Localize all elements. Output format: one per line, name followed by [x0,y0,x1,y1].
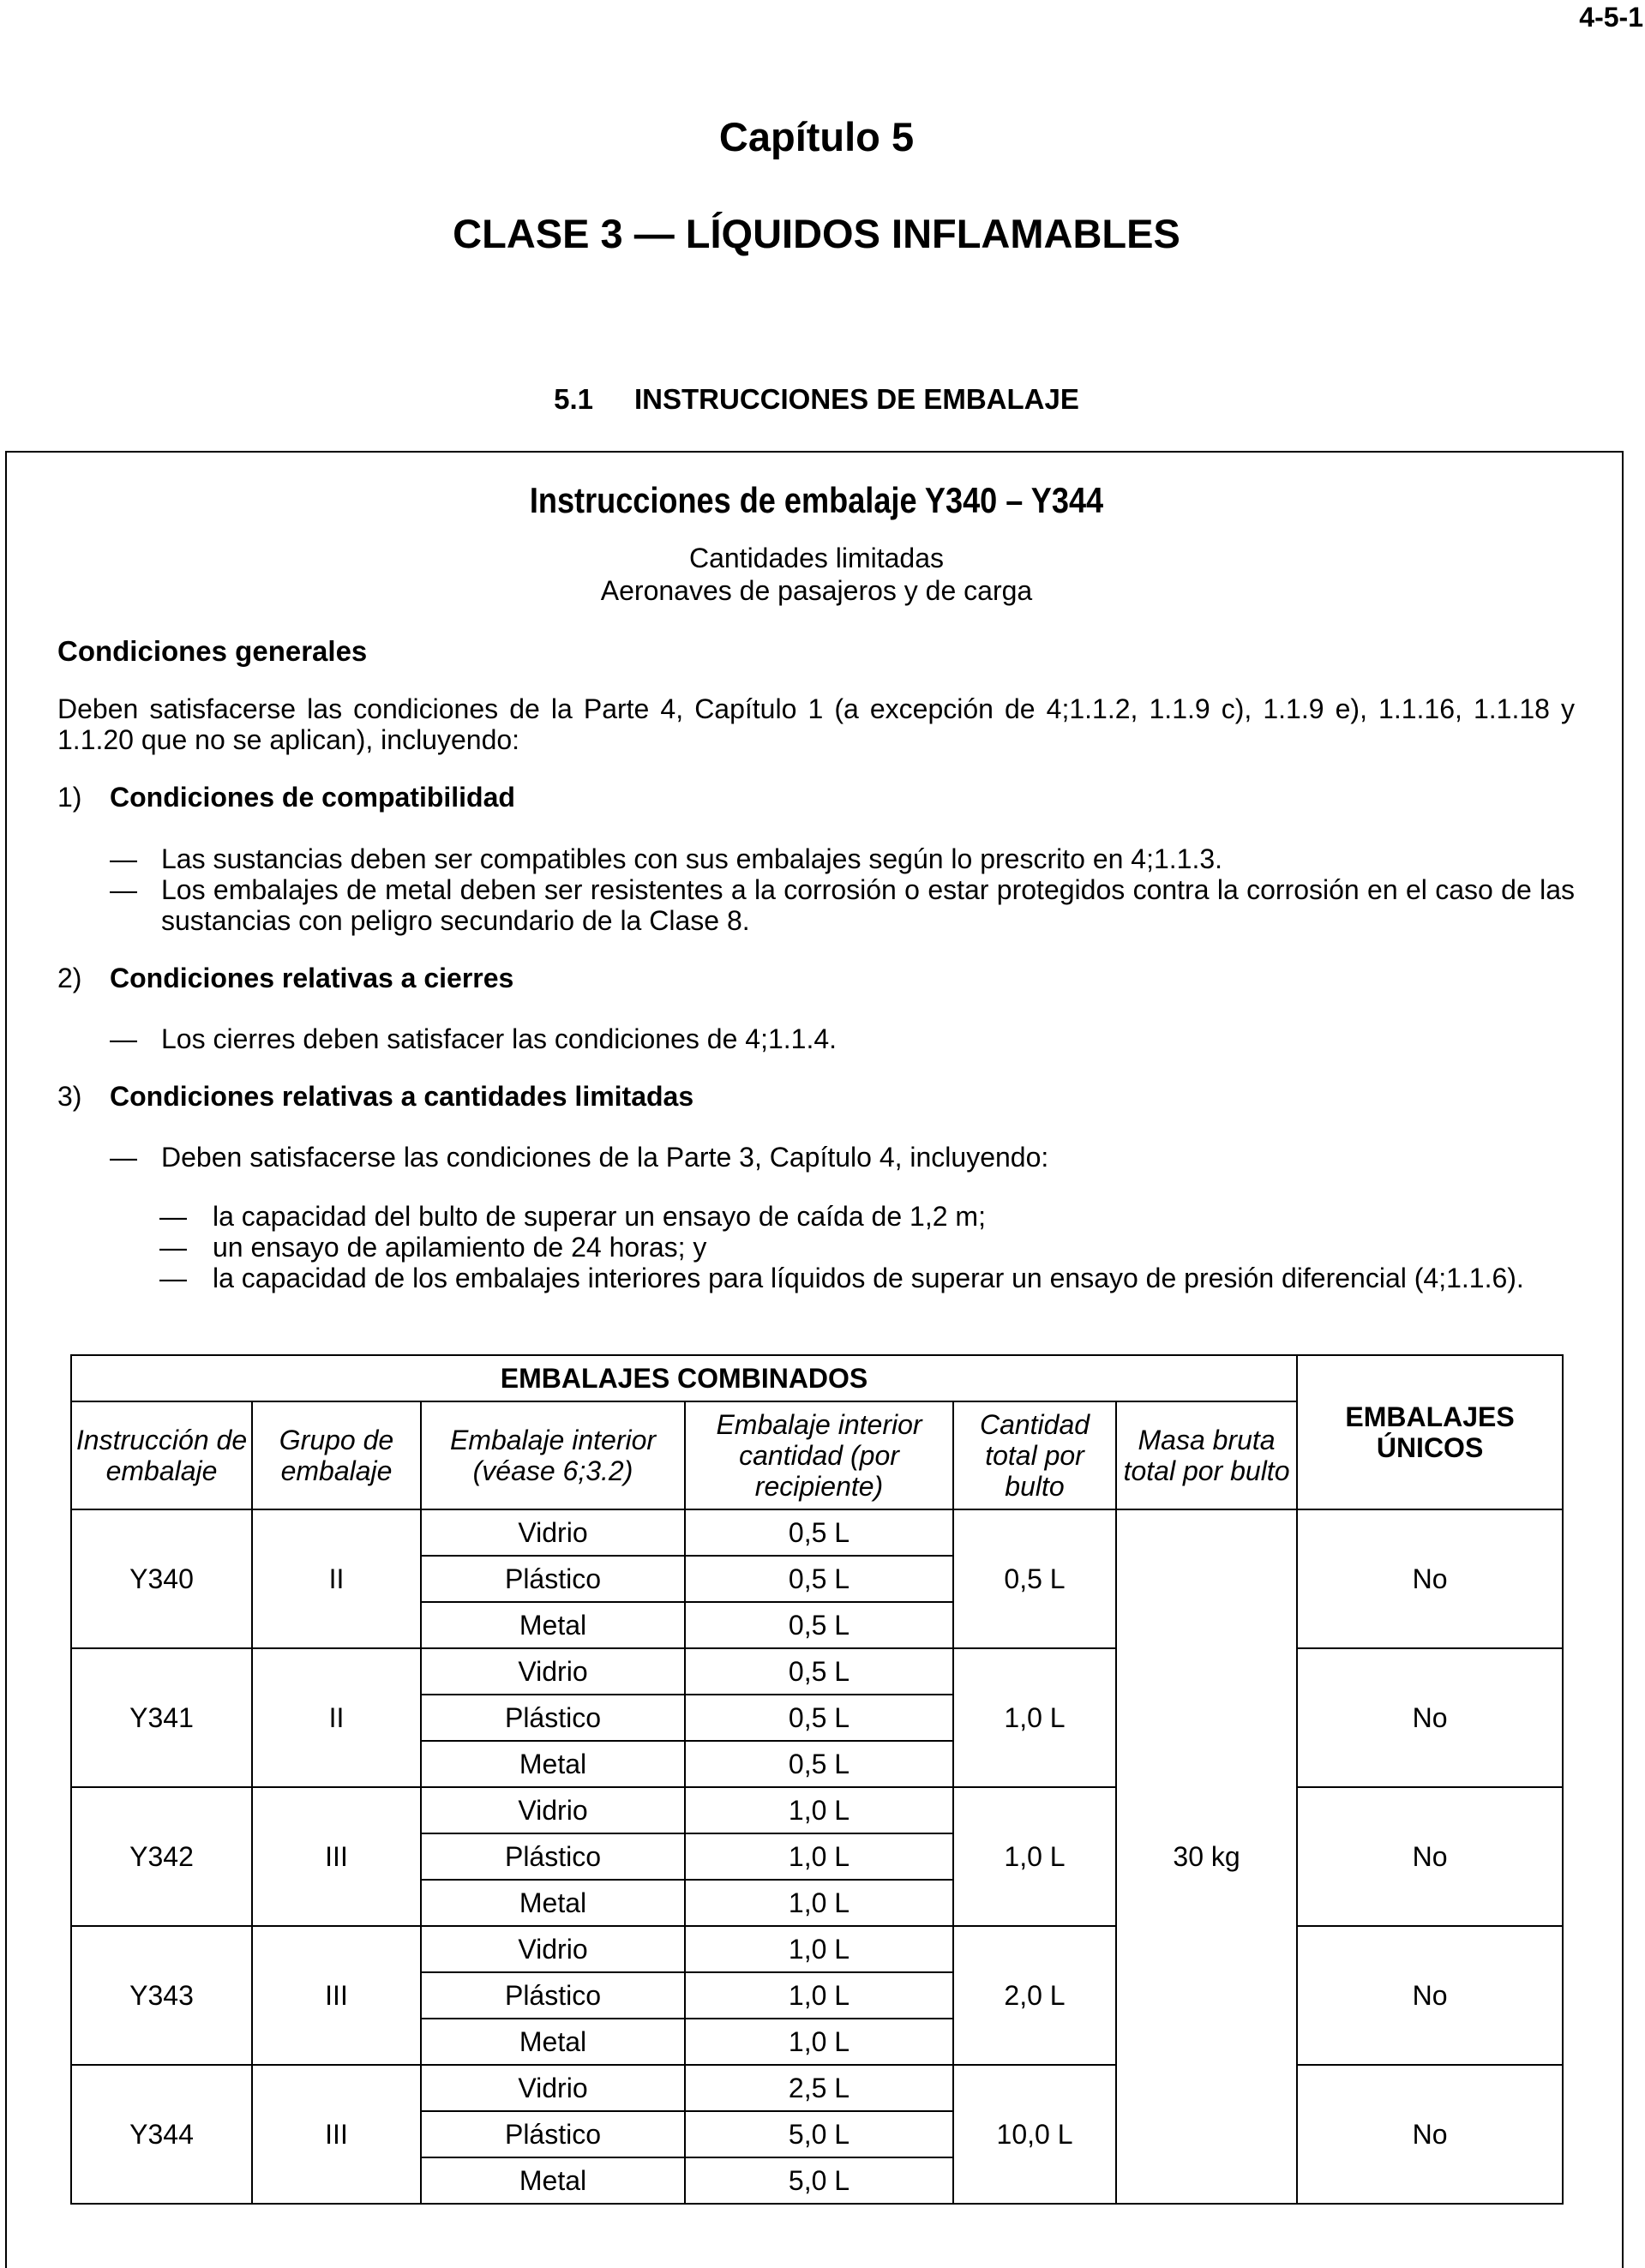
total-quantity-cell: 2,0 L [953,1926,1116,2065]
single-packaging-cell: No [1297,2065,1563,2204]
packaging-table [70,1354,1564,2205]
inner-quantity-cell: 1,0 L [685,1972,953,2019]
section-title-text: INSTRUCCIONES DE EMBALAJE [633,383,1079,415]
single-packagings-header-text: EMBALAJES ÚNICOS [1345,1401,1515,1463]
inner-quantity-cell: 1,0 L [685,1926,953,1972]
inner-material-cell: Vidrio [421,1926,685,1972]
single-packaging-cell: No [1297,1926,1563,2065]
inner-quantity-cell: 1,0 L [685,1833,953,1880]
packing-group-cell: III [252,1787,421,1926]
inner-material-cell: Metal [421,2157,685,2204]
condition-number: 1) [57,782,82,813]
single-packaging-cell: No [1297,1509,1563,1648]
subitem-text: un ensayo de apilamiento de 24 horas; y [213,1232,707,1263]
inner-material-cell: Vidrio [421,1648,685,1695]
inner-material-cell: Plástico [421,1556,685,1602]
single-packagings-header [1297,1355,1563,1509]
inner-quantity-cell: 0,5 L [685,1509,953,1556]
subitem-text: la capacidad de los embalajes interiores para líquidos de superar un ensayo de presión diferencial (4;1.1.6). [213,1263,1524,1293]
section-title [0,383,1633,416]
instruction-cell: Y343 [71,1926,252,2065]
col-header-inner-packaging: Embalaje interior (véase 6;3.2) [421,1401,685,1509]
col-header-packing-group: Grupo de embalaje [252,1401,421,1509]
packing-group-cell: III [252,1926,421,2065]
box-title: Instrucciones de embalaje Y340 – Y344 [529,480,1104,520]
page-number: 4-5-1 [1579,2,1643,33]
inner-quantity-cell: 5,0 L [685,2111,953,2157]
condition-3-subitem-2 [159,1232,1575,1263]
condition-number: 3) [57,1081,82,1112]
total-quantity-cell: 1,0 L [953,1787,1116,1926]
dash-bullet: — [159,1201,187,1232]
table-row [71,1787,1563,1833]
condition-2-item-1 [110,1023,1575,1054]
table-row [71,1509,1563,1556]
condition-title: Condiciones relativas a cierres [110,963,514,993]
instruction-cell: Y342 [71,1787,252,1926]
box-subtitle-aircraft: Aeronaves de pasajeros y de carga [600,575,1033,606]
section-number: 5.1 [554,383,593,415]
condition-title: Condiciones relativas a cantidades limitadas [110,1081,694,1112]
dash-bullet: — [110,843,137,874]
inner-material-cell: Vidrio [421,2065,685,2111]
condition-3-subitem-1 [159,1201,1575,1232]
packing-group-cell: III [252,2065,421,2204]
total-quantity-cell: 10,0 L [953,2065,1116,2204]
col-header-total-quantity: Cantidad total por bulto [953,1401,1116,1509]
instruction-cell: Y340 [71,1509,252,1648]
total-quantity-cell: 1,0 L [953,1648,1116,1787]
packing-group-cell: II [252,1509,421,1648]
chapter-title: Capítulo 5 [718,114,915,159]
col-header-instruction: Instrucción de embalaje [71,1401,252,1509]
packing-group-cell: II [252,1648,421,1787]
gross-mass-cell: 30 kg [1116,1509,1297,2204]
item-text: Los cierres deben satisfacer las condiciones de 4;1.1.4. [161,1023,838,1054]
combined-packagings-header: EMBALAJES COMBINADOS [71,1355,1297,1401]
inner-material-cell: Vidrio [421,1787,685,1833]
inner-material-cell: Vidrio [421,1509,685,1556]
instruction-cell: Y344 [71,2065,252,2204]
inner-material-cell: Plástico [421,1695,685,1741]
inner-material-cell: Metal [421,1880,685,1926]
condition-number: 2) [57,963,82,993]
inner-quantity-cell: 0,5 L [685,1741,953,1787]
condition-1-item-2 [110,874,1575,936]
item-text: Las sustancias deben ser compatibles con sus embalajes según lo prescrito en 4;1.1.3. [161,843,1223,874]
single-packaging-cell: No [1297,1787,1563,1926]
class-title: CLASE 3 — LÍQUIDOS INFLAMABLES [453,211,1180,256]
inner-quantity-cell: 1,0 L [685,1880,953,1926]
dash-bullet: — [110,874,137,905]
dash-bullet: — [159,1232,187,1263]
inner-quantity-cell: 0,5 L [685,1695,953,1741]
condition-2-heading [57,963,513,994]
single-packaging-cell: No [1297,1648,1563,1787]
general-conditions-heading: Condiciones generales [57,635,368,667]
condition-3-item-1 [110,1142,1575,1173]
dash-bullet: — [159,1263,187,1293]
table-row [71,2065,1563,2111]
inner-quantity-cell: 5,0 L [685,2157,953,2204]
inner-material-cell: Metal [421,1602,685,1648]
intro-paragraph: Deben satisfacerse las condiciones de la Parte 4, Capítulo 1 (a excepción de 4;1.1.2, 1.1.9 c), 1.1.9 e), 1.1.16, 1.1.18 y 1.1.20 que no se aplican), incluyendo: [57,693,1575,755]
inner-material-cell: Plástico [421,1833,685,1880]
inner-material-cell: Metal [421,1741,685,1787]
inner-quantity-cell: 1,0 L [685,2019,953,2065]
inner-material-cell: Plástico [421,2111,685,2157]
inner-material-cell: Metal [421,2019,685,2065]
instruction-cell: Y341 [71,1648,252,1787]
inner-quantity-cell: 1,0 L [685,1787,953,1833]
box-subtitle-limited-quantities: Cantidades limitadas [688,543,945,573]
table-row [71,1926,1563,1972]
col-header-inner-quantity: Embalaje interior cantidad (por recipiente) [685,1401,953,1509]
item-text: Deben satisfacerse las condiciones de la Parte 3, Capítulo 4, incluyendo: [161,1142,1049,1173]
condition-3-heading [57,1081,693,1113]
col-header-gross-mass: Masa bruta total por bulto [1116,1401,1297,1509]
inner-quantity-cell: 0,5 L [685,1556,953,1602]
inner-material-cell: Plástico [421,1972,685,2019]
total-quantity-cell: 0,5 L [953,1509,1116,1648]
table-row [71,1648,1563,1695]
subitem-text: la capacidad del bulto de superar un ensayo de caída de 1,2 m; [213,1201,986,1232]
condition-title: Condiciones de compatibilidad [110,782,515,813]
dash-bullet: — [110,1142,137,1173]
condition-3-subitem-3 [159,1263,1575,1293]
inner-quantity-cell: 0,5 L [685,1602,953,1648]
condition-1-heading [57,782,515,813]
item-text: Los embalajes de metal deben ser resistentes a la corrosión o estar protegidos contra la corrosión en el caso de las sustancias con peligro secundario de la Clase 8. [161,874,1575,936]
dash-bullet: — [110,1023,137,1054]
inner-quantity-cell: 2,5 L [685,2065,953,2111]
inner-quantity-cell: 0,5 L [685,1648,953,1695]
condition-1-item-1 [110,843,1575,874]
